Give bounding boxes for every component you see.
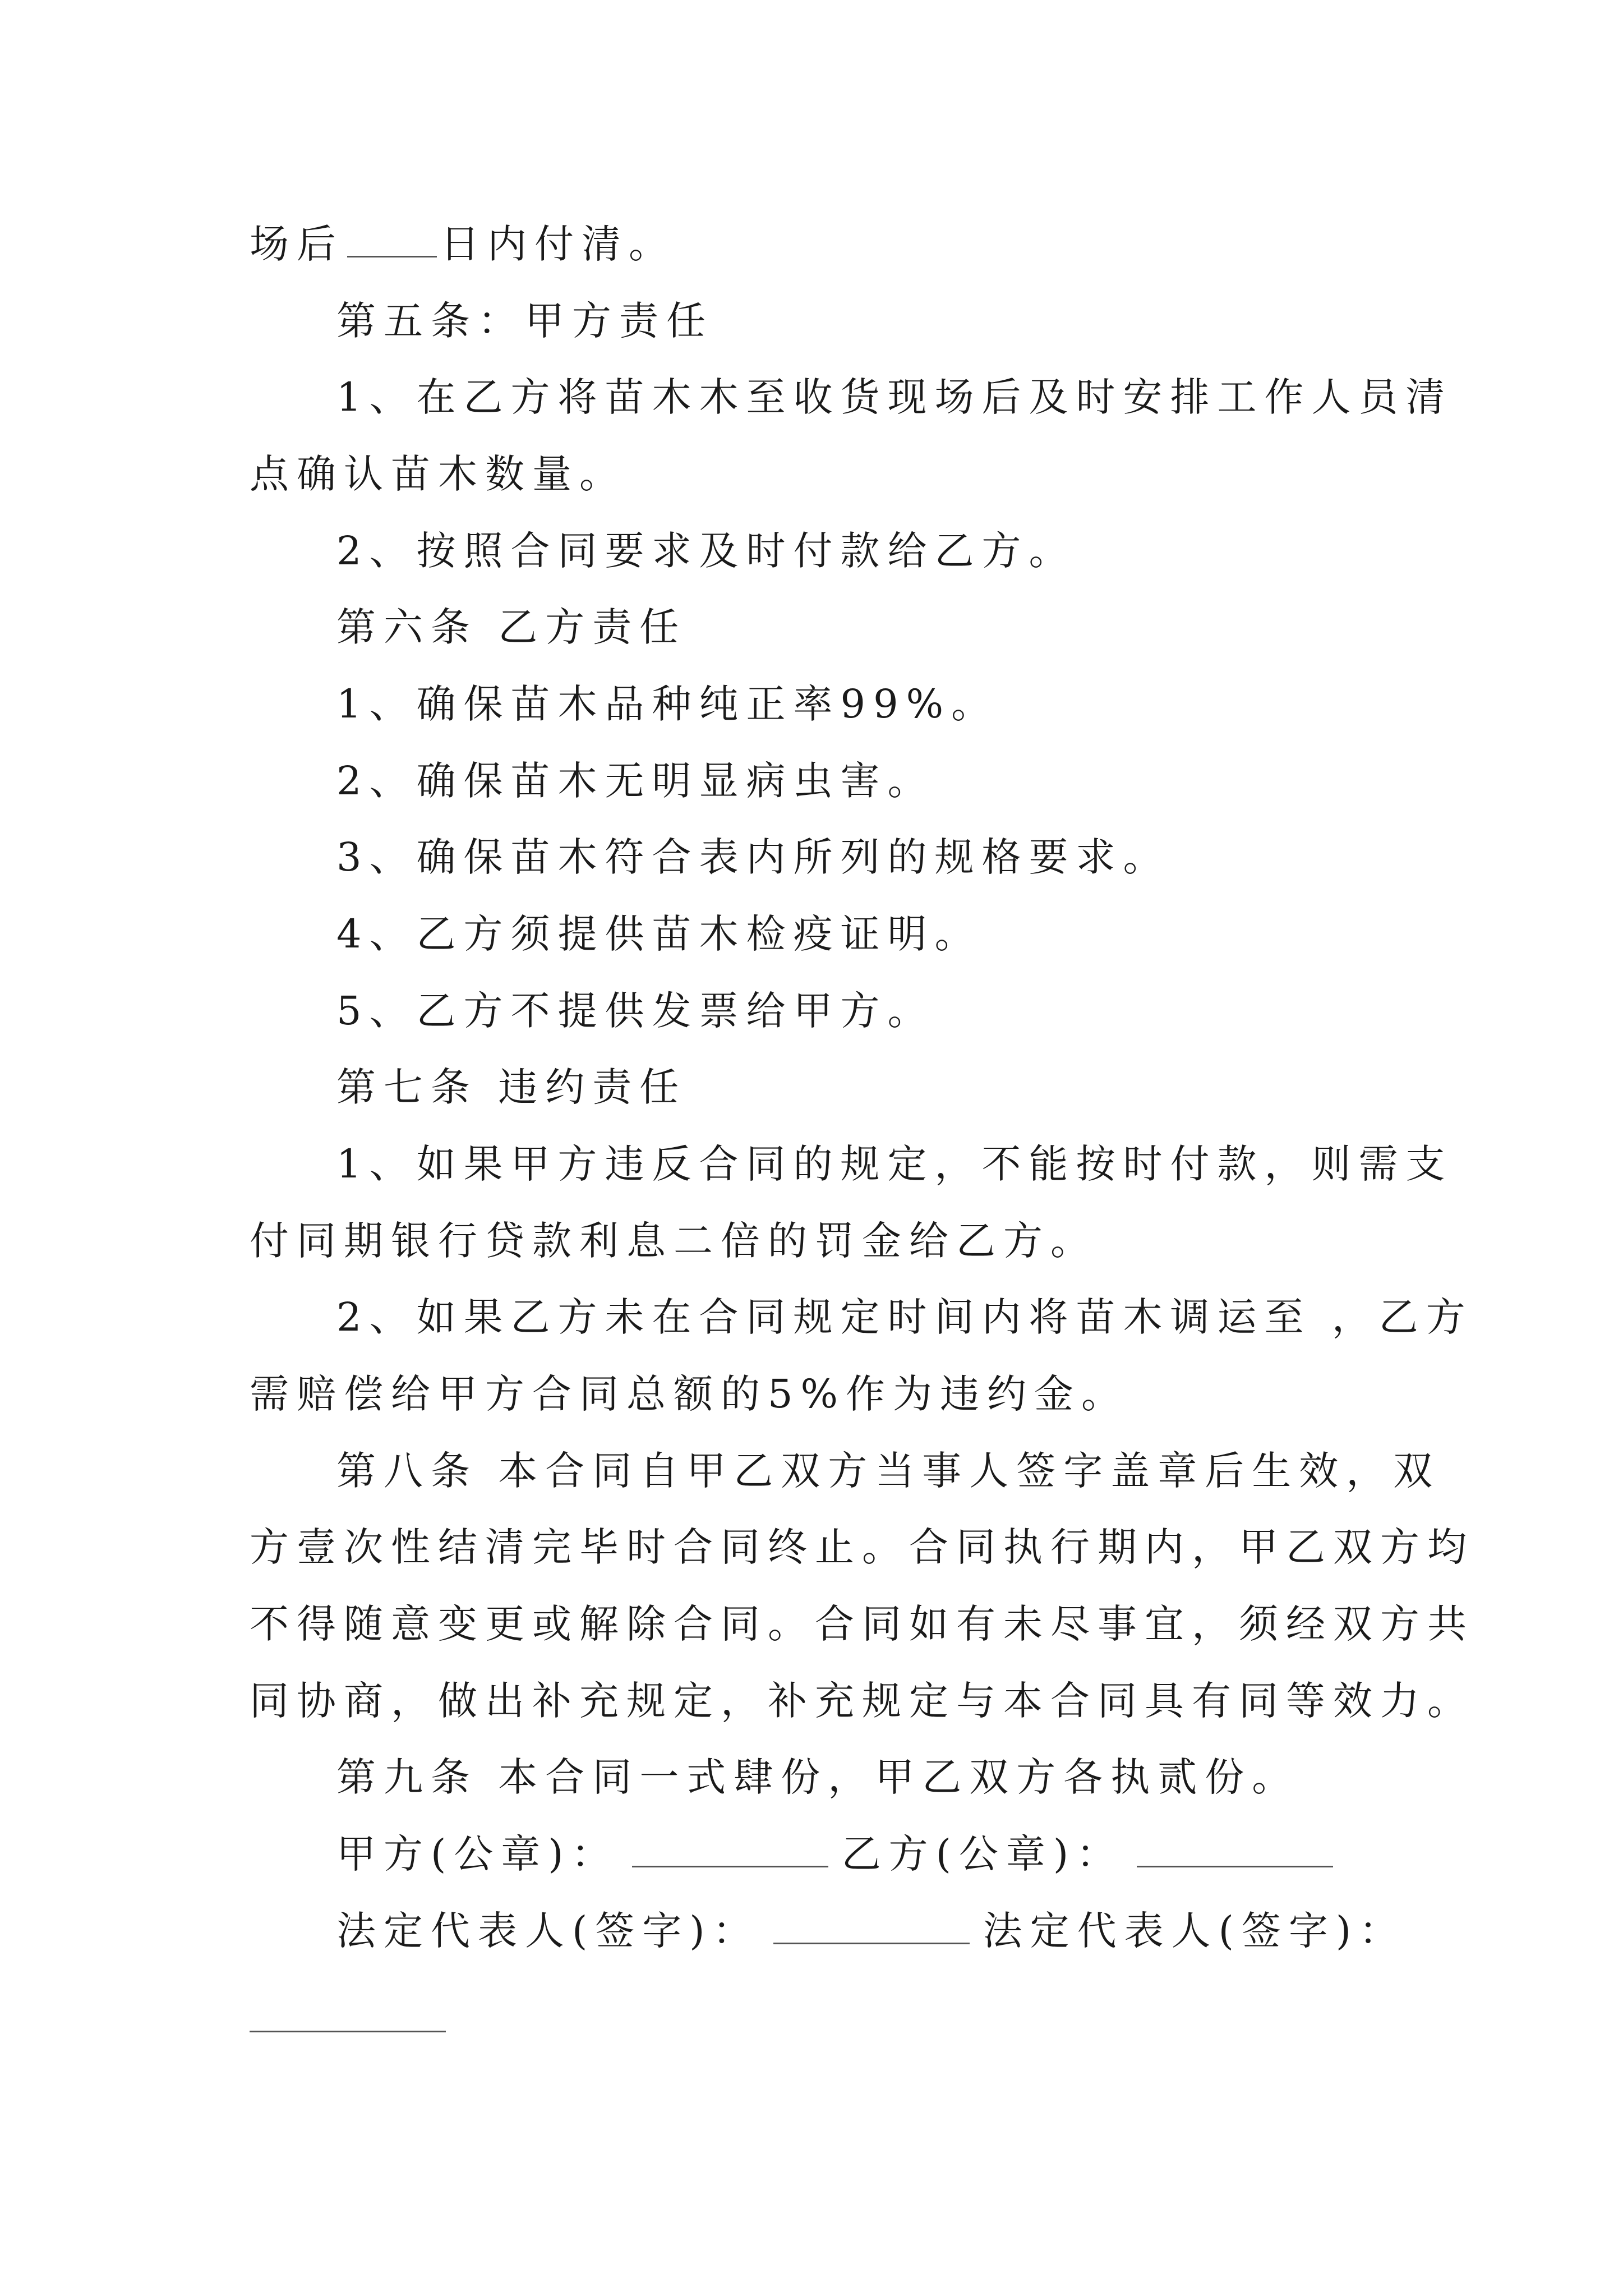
- clause-text: 点确认苗木数量。: [250, 451, 626, 497]
- party-b-seal-blank: [1137, 1826, 1333, 1867]
- text-line: [250, 216, 676, 272]
- article-text: 方壹次性结清完毕时合同终止。合同执行期内，甲乙双方均: [250, 1524, 1474, 1570]
- party-b-representative-label: 法定代表人(签字)：: [983, 1908, 1407, 1954]
- clause-text: 2、确保苗木无明显病虫害。: [336, 758, 935, 804]
- article-text: 同协商，做出补充规定，补充规定与本合同具有同等效力。: [250, 1678, 1474, 1724]
- clause-text: 4、乙方须提供苗木检疫证明。: [336, 911, 982, 957]
- text-fragment: 日内付清。: [440, 221, 676, 267]
- clause-text: 3、确保苗木符合表内所列的规格要求。: [336, 834, 1170, 880]
- article-heading: 第五条：甲方责任: [336, 298, 713, 344]
- signature-line-representative: [336, 1903, 1406, 1959]
- clause-text: 1、如果甲方违反合同的规定，不能按时付款，则需支: [336, 1141, 1453, 1187]
- article-heading: 第七条 违约责任: [336, 1064, 687, 1110]
- clause-text: 2、按照合同要求及时付款给乙方。: [336, 528, 1076, 574]
- article-text: 第九条 本合同一式肆份，甲乙双方各执贰份。: [336, 1754, 1299, 1800]
- party-a-seal-blank: [632, 1826, 828, 1867]
- clause-text: 1、在乙方将苗木木至收货现场后及时安排工作人员清: [336, 374, 1453, 420]
- party-b-seal-label: 乙方(公章)：: [841, 1831, 1124, 1877]
- signature-line-seal: [336, 1826, 1347, 1882]
- clause-text: 5、乙方不提供发票给甲方。: [336, 988, 935, 1034]
- clause-text: 付同期银行贷款利息二倍的罚金给乙方。: [250, 1218, 1098, 1264]
- clause-text: 2、如果乙方未在合同规定时间内将苗木调运至 ，乙方: [336, 1294, 1473, 1340]
- party-a-seal-label: 甲方(公章)：: [336, 1831, 619, 1877]
- clause-text: 需赔偿给甲方合同总额的5%作为违约金。: [250, 1371, 1129, 1417]
- article-heading: 第六条 乙方责任: [336, 604, 687, 650]
- article-text: 不得随意变更或解除合同。合同如有未尽事宜，须经双方共: [250, 1601, 1474, 1647]
- text-fragment: 场后: [250, 221, 344, 267]
- article-text: 第八条 本合同自甲乙双方当事人签字盖章后生效，双: [336, 1448, 1441, 1494]
- fill-in-blank: [347, 217, 437, 257]
- party-b-representative-blank: [250, 2031, 446, 2032]
- party-a-representative-blank: [773, 1903, 970, 1944]
- party-a-representative-label: 法定代表人(签字)：: [336, 1908, 760, 1954]
- clause-text: 1、确保苗木品种纯正率99%。: [336, 681, 999, 727]
